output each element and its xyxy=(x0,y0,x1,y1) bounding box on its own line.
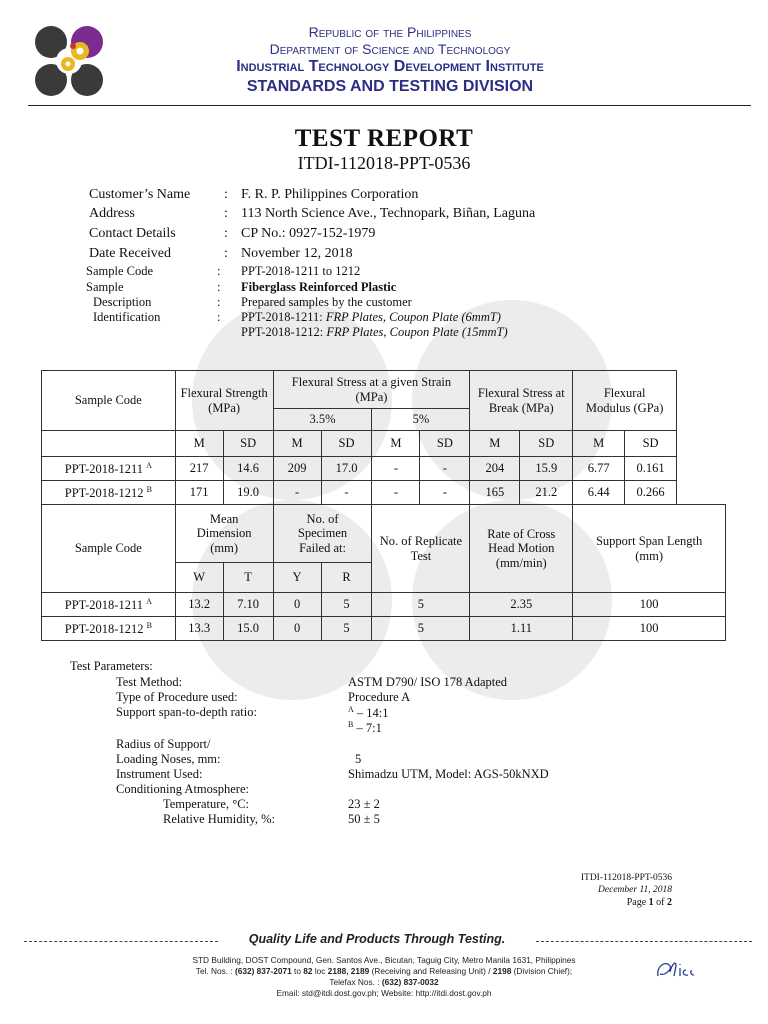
header-flexural-strength: Flexural Strength (MPa) xyxy=(175,371,273,431)
param-label: Type of Procedure used: xyxy=(116,690,238,704)
header-sd: SD xyxy=(420,431,470,457)
footer-tagline: Quality Life and Products Through Testing. xyxy=(248,932,506,946)
footer-tel: Tel. Nos. : (632) 837-2071 to 82 loc 2188, 2189 (Receiving and Releasing Unit) / 2198 (Division Chief); xyxy=(195,966,573,976)
customer-info xyxy=(0,0,768,360)
header-r: R xyxy=(321,563,372,593)
header-department: Department of Science and Technology xyxy=(269,41,511,57)
header-y: Y xyxy=(273,563,321,593)
info-label: Contact Details xyxy=(89,226,176,241)
identification-1 xyxy=(241,310,501,325)
header-mean-dimension: Mean Dimension (mm) xyxy=(175,505,273,563)
info-colon: : xyxy=(217,310,221,324)
header-strain-5: 5% xyxy=(372,409,470,431)
param-label: Radius of Support/ xyxy=(116,737,211,751)
info-colon: : xyxy=(224,206,228,221)
header-m: M xyxy=(372,431,420,457)
cell: 5 xyxy=(372,617,470,641)
cell: 0 xyxy=(273,617,321,641)
footer-telefax: Telefax Nos. : (632) 837-0032 xyxy=(329,977,439,987)
info-colon: : xyxy=(217,280,221,294)
cell: 13.2 xyxy=(175,593,223,617)
info-label: Identification xyxy=(93,310,161,324)
info-colon: : xyxy=(217,295,221,309)
customer-name: F. R. P. Philippines Corporation xyxy=(241,187,419,202)
header-flexural-modulus: Flexural Modulus (GPa) xyxy=(573,371,677,431)
header-stress-at-break: Flexural Stress at Break (MPa) xyxy=(470,371,573,431)
header-m: M xyxy=(175,431,223,457)
cell: 15.9 xyxy=(520,457,573,481)
page-number: Page 1 of 2 xyxy=(626,897,672,908)
footer-email: Email: std@itdi.dost.gov.ph; Website: http://itdi.dost.gov.ph xyxy=(276,988,492,998)
temperature-value: 23 ± 2 xyxy=(348,797,380,811)
report-number: ITDI-112018-PPT-0536 xyxy=(297,153,471,173)
header-support-span: Support Span Length (mm) xyxy=(573,505,726,593)
cell: 165 xyxy=(470,481,520,505)
footer-rule-right xyxy=(536,941,752,942)
footer-contact xyxy=(100,955,668,999)
cell: 0 xyxy=(273,593,321,617)
cell: - xyxy=(420,457,470,481)
cell: 7.10 xyxy=(223,593,273,617)
header-rate-crosshead: Rate of Cross Head Motion (mm/min) xyxy=(470,505,573,593)
report-title: TEST REPORT xyxy=(294,125,474,152)
params-heading: Test Parameters: xyxy=(70,659,153,673)
param-label: Instrument Used: xyxy=(116,767,203,781)
info-colon: : xyxy=(224,226,228,241)
identification-desc: FRP Plates, Coupon Plate (15mmT) xyxy=(326,325,508,339)
cell: 5 xyxy=(321,617,372,641)
header-t: T xyxy=(223,563,273,593)
page-ref-number: ITDI-112018-PPT-0536 xyxy=(580,873,672,883)
ratio-b: $^B$ – 7:1 xyxy=(348,720,382,736)
cell: 209 xyxy=(273,457,321,481)
sample-name: Fiberglass Reinforced Plastic xyxy=(241,280,397,294)
results-table xyxy=(41,370,726,641)
customer-address: 113 North Science Ave., Technopark, Biñan, Laguna xyxy=(241,206,536,221)
param-label: Support span-to-depth ratio: xyxy=(116,705,257,719)
cell: - xyxy=(372,481,420,505)
cell: 2.35 xyxy=(470,593,573,617)
header-w: W xyxy=(175,563,223,593)
info-label: Sample xyxy=(86,280,124,294)
cell: 14.6 xyxy=(223,457,273,481)
header-specimen-failed: No. of Specimen Failed at: xyxy=(273,505,372,563)
row-sample-code: PPT-2018-1212 $^B$ xyxy=(42,617,176,641)
cell: 171 xyxy=(175,481,223,505)
cell: 204 xyxy=(470,457,520,481)
procedure-type: Procedure A xyxy=(348,690,411,704)
info-label: Customer’s Name xyxy=(89,187,191,202)
info-colon: : xyxy=(224,246,228,261)
cell: 100 xyxy=(573,593,726,617)
table-row xyxy=(42,481,726,505)
cell: 5 xyxy=(321,593,372,617)
cell: - xyxy=(372,457,420,481)
identification-code: PPT-2018-1212: xyxy=(241,325,324,339)
footer-address: STD Building, DOST Compound, Gen. Santos Ave., Bicutan, Taguig City, Metro Manila 1631, Philippines xyxy=(192,955,576,965)
header-replicate: No. of Replicate Test xyxy=(372,505,470,593)
header-sample-code-2: Sample Code xyxy=(42,505,176,593)
cell: - xyxy=(273,481,321,505)
header-m: M xyxy=(273,431,321,457)
header-division: STANDARDS AND TESTING DIVISION xyxy=(246,78,534,95)
footer-rule-left xyxy=(24,941,218,942)
cell: 5 xyxy=(372,593,470,617)
identification-code: PPT-2018-1211: xyxy=(241,310,323,324)
cell: 100 xyxy=(573,617,726,641)
instrument-value: Shimadzu UTM, Model: AGS-50kNXD xyxy=(348,767,549,781)
info-label: Address xyxy=(89,206,135,221)
info-label: Sample Code xyxy=(86,264,154,278)
contact-details: CP No.: 0927-152-1979 xyxy=(241,226,376,241)
param-label: Relative Humidity, %: xyxy=(163,812,276,826)
cell: 0.266 xyxy=(625,481,677,505)
table-row xyxy=(42,617,726,641)
table-row xyxy=(42,457,726,481)
row-sample-code: PPT-2018-1211 $^A$ xyxy=(42,457,176,481)
sample-code: PPT-2018-1211 to 1212 xyxy=(241,264,361,278)
header-sd: SD xyxy=(223,431,273,457)
row-sample-code: PPT-2018-1212 $^B$ xyxy=(42,481,176,505)
header-sample-code: Sample Code xyxy=(42,371,176,431)
identification-desc: FRP Plates, Coupon Plate (6mmT) xyxy=(325,310,501,324)
radius-value: 5 xyxy=(355,752,362,766)
header-m: M xyxy=(573,431,625,457)
row-sample-code: PPT-2018-1211 $^A$ xyxy=(42,593,176,617)
header-sd: SD xyxy=(520,431,573,457)
header-republic: Republic of the Philippines xyxy=(308,24,472,40)
info-colon: : xyxy=(217,264,221,278)
cell: 6.77 xyxy=(573,457,625,481)
identification-2 xyxy=(241,325,508,340)
cell: 17.0 xyxy=(321,457,372,481)
header-sd: SD xyxy=(321,431,372,457)
humidity-value: 50 ± 5 xyxy=(348,812,380,826)
cell: - xyxy=(420,481,470,505)
cell: 15.0 xyxy=(223,617,273,641)
sample-description: Prepared samples by the customer xyxy=(241,295,412,309)
cell: 21.2 xyxy=(520,481,573,505)
param-label: Test Method: xyxy=(116,675,183,689)
param-label: Loading Noses, mm: xyxy=(116,752,221,766)
param-label: Temperature, °C: xyxy=(163,797,250,811)
cell: - xyxy=(321,481,372,505)
info-colon: : xyxy=(224,187,228,202)
cell: 1.11 xyxy=(470,617,573,641)
header-stress-at-strain: Flexural Stress at a given Strain (MPa) xyxy=(273,371,470,409)
initials-signature xyxy=(652,956,708,982)
cell: 19.0 xyxy=(223,481,273,505)
page-ref-date: December 11, 2018 xyxy=(598,885,672,895)
param-label: Conditioning Atmosphere: xyxy=(116,782,249,796)
test-method: ASTM D790/ ISO 178 Adapted xyxy=(348,675,508,689)
cell: 0.161 xyxy=(625,457,677,481)
header-institute: Industrial Technology Development Institute xyxy=(236,58,544,75)
header-m: M xyxy=(470,431,520,457)
info-label: Description xyxy=(93,295,152,309)
header-strain-3.5: 3.5% xyxy=(273,409,372,431)
cell: 6.44 xyxy=(573,481,625,505)
info-label: Date Received xyxy=(89,246,172,261)
cell: 217 xyxy=(175,457,223,481)
ratio-a: $^A$ – 14:1 xyxy=(348,705,389,721)
table-row xyxy=(42,593,726,617)
cell: 13.3 xyxy=(175,617,223,641)
date-received: November 12, 2018 xyxy=(241,246,353,261)
header-spacer xyxy=(42,431,176,457)
header-sd: SD xyxy=(625,431,677,457)
